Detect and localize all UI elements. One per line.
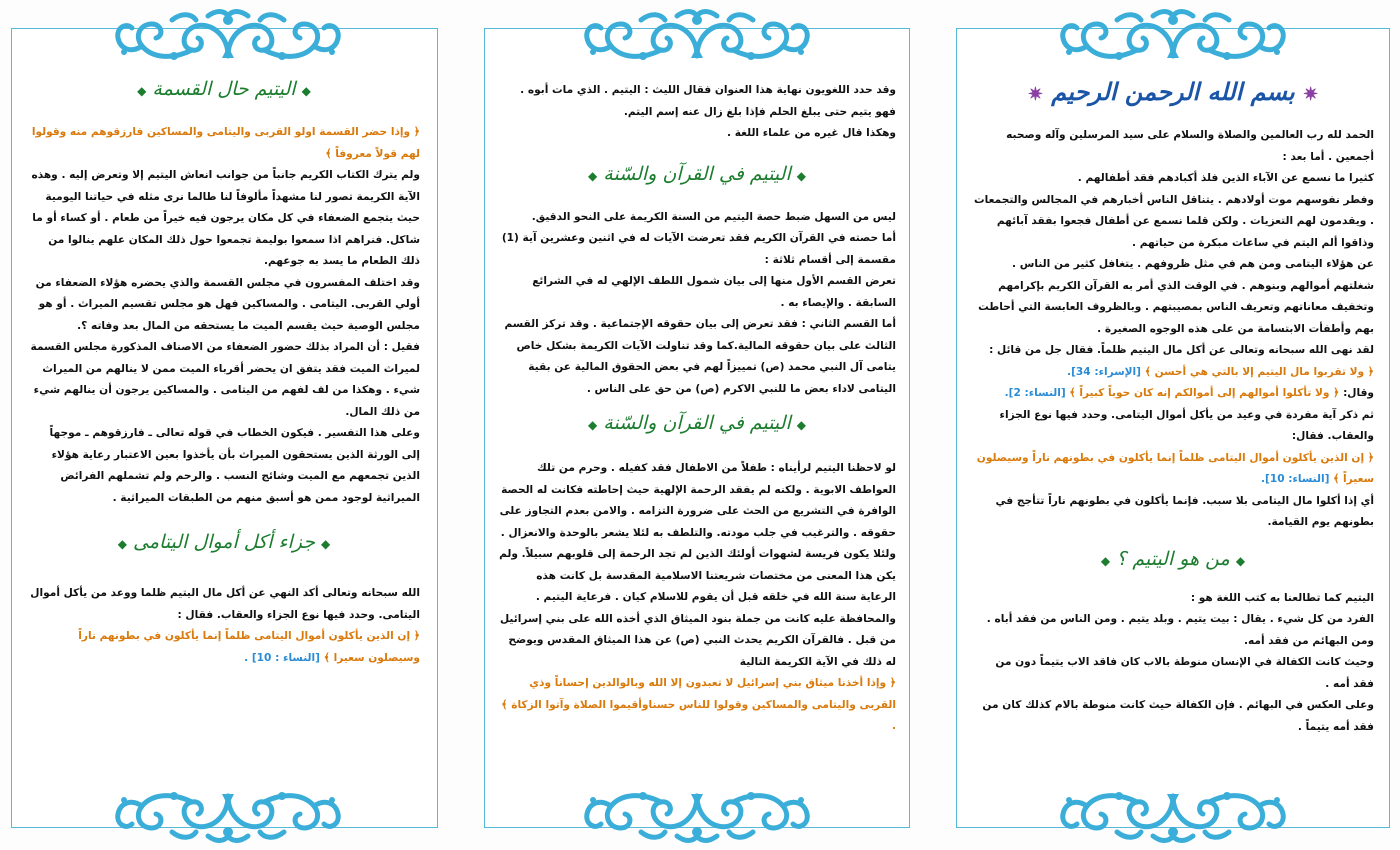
verse-citation: [النساء: 2]. bbox=[1004, 387, 1066, 399]
paragraph: وهكذا قال غيره من علماء اللغة . bbox=[727, 127, 896, 139]
ornament-icon bbox=[112, 6, 344, 66]
ornament-icon bbox=[1057, 6, 1289, 66]
paragraph: كثيرا ما نسمع عن الآباء الذين فلذ أكبادهم فقد أطفالهم . bbox=[1077, 172, 1374, 184]
paragraph: وحيث كانت الكفالة في الإنسان منوطة بالاب كان فاقد الاب يتيماً دون من فقد أمه . bbox=[995, 656, 1374, 690]
verse-intro: وقال: bbox=[1339, 387, 1374, 399]
paragraph: عن هؤلاء اليتامى ومن هم في مثل ظروفهم . يتغافل كثير من الناس . شغلتهم أموالهم وبنوهم . في الوقت الذي أمر به القرآن الكريم بإكرامهم وتخفيف معاناتهم وتعريف الناس بمصيبتهم . وبالظروف العابسة التي أحاطت بهم وأطفأت الابتسامة من على هذه الوجوه الصغيرة . bbox=[978, 258, 1374, 335]
paragraph: ولم يترك الكتاب الكريم جانباً من جوانب انعاش اليتيم إلا وتعرض إليه . وهذه الآية الكريمة تصور لنا مشهداً مألوفاً لنا طالما نرى مثله في حياتنا اليومية حيث يتجمع الضعفاء في كل مكان يرجون فيه خيراً من طعام . أو كساء أو ما شاكل. فنراهم اذا سمعوا بوليمة تجمعوا حول ذلك المكان علهم ينالوا من ذلك الطعام ما يسد به جوعهم. bbox=[31, 169, 420, 267]
verse-text: ﴿ ولا تقربوا مال اليتيم إلا بالتي هي أحسن ﴾ bbox=[1144, 365, 1374, 378]
diamond-icon: ◆ bbox=[587, 168, 598, 183]
heading-text: من هو اليتيم ؟ bbox=[1116, 547, 1230, 570]
verse bbox=[972, 383, 1374, 405]
paragraph: وفطر نفوسهم موت أولادهم . يتناقل الناس أخبارهم في المجالس والتجمعات . ويقدمون لهم التعزيات . ولكن قلما نسمع عن أطفال فجعوا بفقد آبائهم وذاقوا ألم اليتم في ساعات مبكرة من حياتهم . bbox=[974, 193, 1374, 249]
paragraph: وقد اختلف المفسرون في مجلس القسمة والذي يحضره هؤلاء الضعفاء من أولي القربى. اليتامى . والمساكين فهل هو مجلس تقسيم الميراث . أو هو مجلس الوصية حيث يقسم الميت ما يستحقه من المال بعد وفاته ؟. bbox=[35, 276, 420, 332]
verse-text: ﴿ إن الذين يأكلون أموال اليتامى ظلماً إنما يأكلون في بطونهم ناراً وسيصلون سعيراً ﴾ bbox=[976, 451, 1374, 485]
verse-citation: [النساء : 10] . bbox=[244, 651, 320, 664]
paragraph: الله سبحانه وتعالى أكد النهي عن أكل مال اليتيم ظلما ووعد من يأكل أموال اليتامى. وحدد فيها نوع الجزاء والعقاب. فقال : bbox=[30, 587, 420, 621]
paragraph: لو لاحظنا اليتيم لرأيناه : طفلاً من الاطفال فقد كفيله . وحرم من تلك العواطف الابوية . ولكنه لم يفقد الرحمة الإلهية حيث إحاطته فكانت له الحصة الوافرة في التشريع من الحث على ضرورة التزامه . والامن بعدم التجاوز على حقوقه . والترغيب في جلب مودته. والتلطف به لئلا يشعر بالوحدة والانعزال . ولئلا يكون فريسة لشهوات أولئك الذين لم تجد الرحمة إلى قلوبهم سبيلاً. ولم يكن هذا المعنى من مختصات شريعتنا الاسلامية المقدسة بل كانت هذه الرعاية سنة الله في خلقه قبل أن يقوم للاسلام كيان . فرعاية اليتيم . والمحافظة عليه كانت من جملة بنود الميثاق الذي أخذه الله على بني إسرائيل من قبل . فالقرآن الكريم يحدث النبي (ص) عن هذا الميثاق المقدس ويوضح له ذلك في الآية الكريمة التالية bbox=[499, 462, 896, 668]
verse-text: ﴿ وإذا أخذنا ميثاق بني إسرائيل لا تعبدون إلا الله وبالوالدين إحساناً وذي القربى واليتامى والمساكين وقولوا للناس حسناوأقيموا الصلاة وآتوا الزكاة ﴾ . bbox=[501, 677, 896, 732]
heading-text: اليتيم في القرآن والسّنة bbox=[603, 412, 791, 434]
section-heading bbox=[498, 159, 896, 191]
verse-text: ﴿ ولا تأكلوا أموالهم إلى أموالكم إنه كان حوباً كبيراً ﴾ bbox=[1069, 387, 1340, 399]
diamond-icon: ◆ bbox=[587, 418, 598, 432]
ornament-icon bbox=[581, 6, 813, 66]
heading-text: اليتيم في القرآن والسّنة bbox=[603, 162, 791, 185]
heading-text: اليتيم حال القسمة bbox=[152, 78, 296, 100]
paragraph: أما القسم الثاني : فقد تعرض إلى بيان حقوقه الإجتماعية . وقد تركز القسم الثالث على بيان حقوقه المالية.كما وقد تناولت الآيات الكريمة بشكل خاص يتامى آل النبي محمد (ص) تمييزاً لهم في بعض الحقوق المالية عن بقية اليتامى لاداء بعض ما للنبي الاكرم (ص) من حق على الناس . bbox=[504, 318, 896, 395]
paragraph: وقد حدد اللغويون نهاية هذا العنوان فقال الليث : اليتيم . الذي مات أبوه . فهو يتيم حتى يبلغ الحلم فإذا بلغ زال عنه إسم اليتم. bbox=[520, 84, 896, 118]
middle-column bbox=[498, 80, 896, 738]
diamond-icon: ◆ bbox=[137, 84, 147, 98]
ornament-icon bbox=[112, 786, 344, 846]
star-icon: ✷ bbox=[1027, 84, 1043, 105]
star-icon: ✷ bbox=[1303, 84, 1319, 105]
verse bbox=[28, 626, 420, 669]
verse-citation: [النساء: 10]. bbox=[1260, 473, 1330, 485]
diamond-icon: ◆ bbox=[301, 84, 311, 98]
diamond-icon: ◆ bbox=[321, 537, 331, 551]
diamond-icon: ◆ bbox=[117, 537, 127, 551]
paragraph: ليس من السهل ضبط حصة اليتيم من السنة الكريمة على النحو الدقيق. bbox=[531, 210, 896, 223]
bismillah-heading bbox=[972, 74, 1374, 113]
bismillah-text: بسم الله الرحمن الرحيم bbox=[1051, 77, 1295, 106]
verse-text: ﴿ وإذا حضر القسمة اولو القربى واليتامى والمساكين فارزقوهم منه وقولوا لهم قولاً معروفاً ﴾ bbox=[31, 126, 420, 160]
diamond-icon: ◆ bbox=[1235, 553, 1246, 568]
section-heading bbox=[28, 74, 420, 106]
paragraph: ثم ذكر آية مفردة في وعيد من يأكل أموال اليتامى. وحدد فيها نوع الجزاء والعقاب. فقال: bbox=[999, 408, 1374, 442]
paragraph: اليتيم كما تطالعنا به كتب اللغة هو : bbox=[1190, 591, 1374, 604]
diamond-icon: ◆ bbox=[1100, 553, 1111, 568]
paragraph: أما حصته في القرآن الكريم فقد تعرضت الآيات له في اثنين وعشرين آية (1) مقسمة إلى أقسام ثلاثة : bbox=[501, 232, 896, 266]
paragraph: وعلى هذا التفسير . فيكون الخطاب في قوله تعالى ـ فارزقوهم ـ موجهاً إلى الورثة الذين يستحقون الميراث بأن يأخذوا بعين الاعتبار رعاية هؤلاء الذين تجمعهم مع الميت وشائج النسب . والرحم ولم تشملهم الفرائض الميراثية لوجود ممن هو أسبق منهم من الطبقات الميراثية . bbox=[49, 427, 420, 504]
left-column bbox=[28, 74, 420, 669]
section-heading bbox=[972, 544, 1374, 576]
ornament-icon bbox=[1057, 786, 1289, 846]
paragraph: لقد نهى الله سبحانه وتعالى عن أكل مال اليتيم ظلماً. فقال جل من قائل : bbox=[989, 344, 1374, 356]
paragraph: فقيل : أن المراد بذلك حضور الضعفاء من الاصناف المذكورة مجلس القسمة لميراث الميت فقد يتفق ان يحضر أقرباء الميت ممن لا ينالهم من الميراث شيء . وهكذا من لف لفهم من اليتامى . والمساكين يرجون أن ينالهم شيء من ذلك المال. bbox=[30, 341, 420, 418]
verse bbox=[972, 448, 1374, 491]
paragraph: الحمد لله رب العالمين والصلاة والسلام على سيد المرسلين وآله وصحبه أجمعين . أما بعد : bbox=[1006, 129, 1374, 163]
verse bbox=[972, 362, 1374, 384]
paragraph: تعرض القسم الأول منها إلى بيان شمول اللطف الإلهي له في الشرائع السابقة . والإيصاء به . bbox=[532, 275, 896, 309]
diamond-icon: ◆ bbox=[796, 168, 807, 183]
section-heading bbox=[28, 527, 420, 559]
diamond-icon: ◆ bbox=[796, 418, 807, 432]
verse-citation: [الإسراء: 34]. bbox=[1067, 365, 1142, 378]
verse-text: ﴿ إن الذين يأكلون أموال اليتامى ظلماً إنما يأكلون في بطونهم ناراً وسيصلون سعيرا ﴾ bbox=[78, 630, 420, 664]
section-heading bbox=[498, 408, 896, 440]
heading-text: جزاء أكل أموال اليتامى bbox=[133, 531, 315, 553]
right-column bbox=[972, 74, 1374, 738]
paragraph: وعلى العكس في البهائم . فإن الكفالة حيث كانت منوطة بالام كذلك كان من فقد أمه يتيماً . bbox=[982, 699, 1374, 733]
paragraph: الفرد من كل شيء . يقال : بيت يتيم . وبلد يتيم . ومن الناس من فقد أباه . ومن البهائم من فقد أمه. bbox=[986, 613, 1374, 647]
ornament-icon bbox=[581, 786, 813, 846]
paragraph: أي إذا أكلوا مال اليتامى بلا سبب. فإنما يأكلون في بطونهم ناراً تتأجج في بطونهم يوم القيامة. bbox=[995, 494, 1374, 528]
